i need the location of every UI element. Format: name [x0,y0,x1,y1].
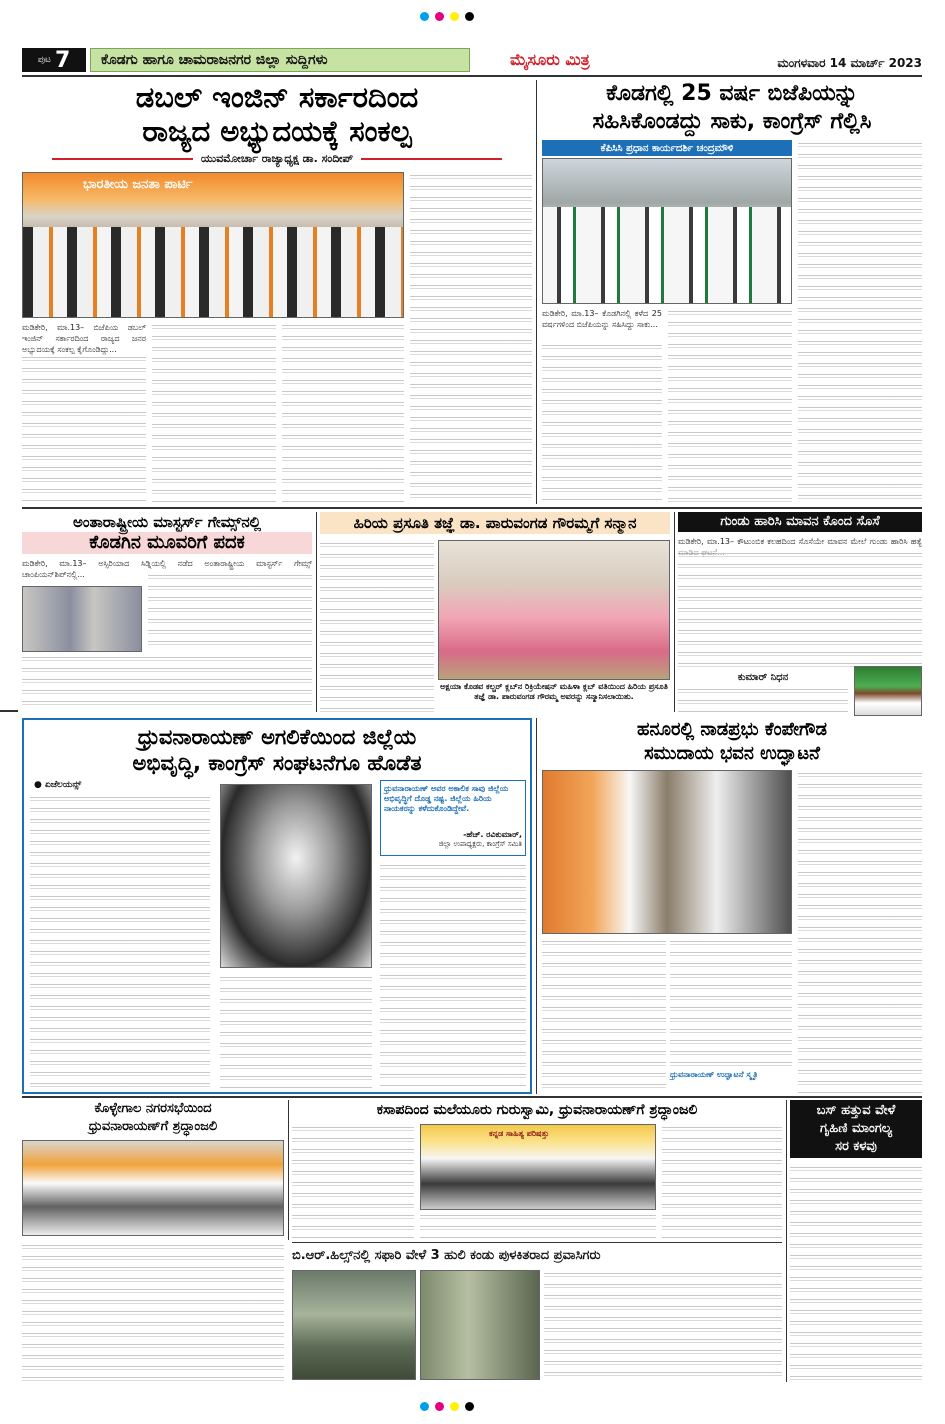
page-number-box [22,48,86,72]
page-number: 7 [54,47,71,73]
issue-date [702,52,922,72]
article-body [544,1270,782,1380]
section-rule [22,1096,922,1098]
pull-quote: ಧ್ರುವನಾರಾಯಣ್ ಅವರ ಅಕಾಲಿಕ ಸಾವು ಜಿಲ್ಲೆಯ ಅಭಿವೃದ್ಧಿಗೆ ದೊಡ್ಡ ನಷ್ಟ. ಜಿಲ್ಲೆಯ ಹಿರಿಯ ನಾಯಕರನ್ನು ಕಳೆದುಕೊಂಡಿದ್ದೇವೆ. [384,784,509,813]
column-2 [420,1212,656,1240]
obituary-portrait [854,666,922,716]
column-2 [670,938,792,1068]
column-3 [282,322,404,502]
bjp-event-photo [22,172,404,318]
article-headline-line2: ಸಹಿಸಿಕೊಂಡದ್ದು ಸಾಕು, ಕಾಂಗ್ರೆಸ್ ಗೆಲ್ಲಿಸಿ [592,109,872,134]
article-subhead-row [52,152,502,166]
article-headline-line2: ಕೊಡಗಿನ ಮೂವರಿಗೆ ಪದಕ [22,532,312,554]
article-tiger-sighting [292,1242,782,1382]
quote-author: -ಹೆಚ್. ರವಿಕುಮಾರ್, [463,830,522,839]
kollegal-article-body [22,1242,284,1382]
obituary-body [678,686,848,712]
magenta-dot [435,1402,444,1411]
article-headline: ಬಿ.ಆರ್.ಹಿಲ್ಸ್‌ನಲ್ಲಿ ಸಫಾರಿ ವೇಳೆ 3 ಹುಲಿ ಕಂಡು ಪುಳಕಿತರಾದ ಪ್ರವಾಸಿಗರು [292,1248,601,1263]
article-headline: ಅಂತಾರಾಷ್ಟ್ರೀಯ ಮಾಸ್ಟರ್ಸ್ ಗೇಮ್ಸ್‌ನಲ್ಲಿ [72,513,262,531]
column-1 [292,1124,414,1240]
column-rule [288,1100,289,1240]
tiger-photo-1 [292,1270,416,1380]
column-1 [542,938,666,1094]
photo-banner-text: ಕನ್ನಡ ಸಾಹಿತ್ಯ ಪರಿಷತ್ತು [489,1129,549,1138]
lead-paragraph: ಮಡಿಕೇರಿ, ಮಾ.13– ಅಸ್ಸಿರಿಯಾದ ಸಿಡ್ನಿಯಲ್ಲಿ ನಡೆದ ಅಂತಾರಾಷ್ಟ್ರೀಯ ಮಾಸ್ಟರ್ಸ್ ಗೇಮ್ಸ್ ಚಾಂಪಿಯನ್‌ಶಿಪ್‌ನಲ್ಲಿ... [22,559,312,579]
column-rule [536,718,537,1094]
article-double-engine [22,80,532,504]
medal-winners-photo [22,586,142,652]
article-hanur-community-hall [542,718,922,1094]
registration-marks-top [420,12,474,21]
obituary-title: ಕುಮಾರ್ ನಿಧನ [737,672,789,683]
black-dot [465,12,474,21]
column-bottom [22,654,312,710]
date-text: ಮಂಗಳವಾರ 14 ಮಾರ್ಚ್ 2023 [777,56,922,70]
column-3 [798,140,922,502]
page-label: ಪುಟ [37,55,51,65]
inauguration-photo [542,770,792,934]
black-dot [465,1402,474,1411]
header-rule [22,75,922,77]
section-banner [90,48,470,72]
pull-quote-box [380,780,526,856]
column-3 [380,862,526,1088]
article-headline: ಕಸಾಪದಿಂದ ಮಲೆಯೂರು ಗುರುಸ್ವಾಮಿ, ಧ್ರುವನಾರಾಯಣ್‌ಗೆ ಶ್ರದ್ಧಾಂಜಲಿ [376,1102,698,1118]
tiger-photo-2 [420,1270,540,1380]
article-headline: ಕೊಡಗಲ್ಲಿ 25 ವರ್ಷ ಬಿಜೆಪಿಯನ್ನು [606,81,858,106]
article-headline: ಧ್ರುವನಾರಾಯಣ್ ಅಗಲಿಕೆಯಿಂದ ಜಿಲ್ಲೆಯ [137,725,417,749]
article-body [790,1164,922,1382]
article-obituary [678,672,922,712]
dhruvanarayan-portrait [220,784,372,968]
cyan-dot [420,1402,429,1411]
column-4 [410,172,532,502]
crowd-figures [23,227,403,317]
article-shooting [678,512,922,672]
yellow-dot [450,1402,459,1411]
article-masters-games [22,512,312,712]
quote-author-role: ಜಿಲ್ಲಾ ಉಪಾಧ್ಯಕ್ಷರು, ಕಾಂಗ್ರೆಸ್ ಸಮಿತಿ [438,840,522,848]
article-byline: ● ಏಜೆಲಯನ್ಸ್ [34,780,82,790]
column-rule [536,80,537,504]
column-2 [220,974,372,1088]
column-1 [320,540,434,712]
article-headline-line3: ಸರ ಕಳವು [835,1139,877,1154]
article-headline: ಕೊಳ್ಳೇಗಾಲ ನಗರಸಭೆಯಿಂದ [94,1101,212,1116]
kasapa-event-photo [420,1124,656,1210]
registration-marks-bottom [420,1402,474,1411]
column-rule [786,1100,787,1382]
article-headline: ಹಿರಿಯ ಪ್ರಸೂತಿ ತಜ್ಞೆ ಡಾ. ಪಾರುವಂಗಡ ಗೌರಮ್ಮಗೆ ಸನ್ಮಾನ [320,512,670,534]
article-lead-text [678,536,922,548]
photo-credit: ಧ್ರುವನಾರಾಯಣ್ ಉದ್ಘಾಟನೆ ಸ್ಮೃತಿ [670,1070,758,1079]
article-dhruvanarayan [22,718,532,1094]
article-felicitation [320,512,670,712]
article-headline: ಬಸ್ ಹತ್ತುವ ವೇಳೆ [816,1103,896,1118]
article-strap: ಕೆಪಿಸಿಸಿ ಪ್ರಧಾನ ಕಾರ್ಯದರ್ಶಿ ಚಂದ್ರಮೌಳಿ [542,140,792,156]
column-2 [148,572,312,652]
photo-caption: ಅಕ್ಷಯಾ ಕೊಡವ ಕಲ್ಚರ್ ಕ್ಲಬ್‌ನ ರಿಕ್ರಿಯೇಷನ್ ಮಹಿಳಾ ಕ್ಲಬ್ ವತಿಯಿಂದ ಹಿರಿಯ ಪ್ರಸೂತಿ ತಜ್ಞೆ ಡಾ. ಪಾರುವಂಗಡ ಗೌರಮ್ಮ ಅವರನ್ನು ಸನ್ಮಾನಿಸಲಾಯಿತು. [440,682,668,701]
column-1 [30,794,210,1088]
section-title: ಕೊಡಗು ಹಾಗೂ ಚಾಮರಾಜನಗರ ಜಿಲ್ಲಾ ಸುದ್ದಿಗಳು [101,52,328,68]
article-headline: ಡಬಲ್ ಇಂಜಿನ್ ಸರ್ಕಾರದಿಂದ [135,80,419,114]
article-chain-theft [790,1100,922,1382]
column-2 [152,322,276,502]
article-body [678,550,922,668]
article-headline-box [790,1100,922,1158]
paper-name: ಮೈಸೂರು ಮಿತ್ರ [510,50,590,69]
masthead-logo [510,48,620,72]
congress-meeting-photo [542,158,792,304]
column-rule [316,512,317,712]
column-3 [662,1124,782,1240]
section-rule [22,507,922,509]
tribute-photo [22,1140,284,1236]
article-headline-line2: ಸಮುದಾಯ ಭವನ ಉದ್ಘಾಟನೆ [644,743,820,764]
article-kasapa-tribute [292,1100,782,1240]
newspaper-page [22,44,922,1384]
column-1 [22,354,146,502]
people-figures [543,207,791,303]
magenta-dot [435,12,444,21]
article-kodagu-congress [542,80,922,504]
article-headline: ಹನೂರಲ್ಲಿ ನಾಡಪ್ರಭು ಕೆಂಪೇಗೌಡ [637,719,827,740]
felicitation-photo [438,540,670,680]
cyan-dot [420,12,429,21]
article-headline-line2: ಧ್ರುವನಾರಾಯಣ್‌ಗೆ ಶ್ರದ್ಧಾಂಜಲಿ [88,1119,218,1134]
article-top-rule [292,1242,782,1243]
lead-paragraph: ಮಡಿಕೇರಿ, ಮಾ.13– ಬಿಜೆಪಿಯ ಡಬಲ್ ಇಂಜಿನ್ ಸರ್ಕಾರದಿಂದ ರಾಜ್ಯದ ಜನರ ಅಭ್ಯುದಯಕ್ಕೆ ಸಂಕಲ್ಪ ಕೈಗೊಂಡಿದ್ದು... [22,323,146,354]
column-2 [668,308,792,502]
subhead-rule-left [52,158,193,160]
lead-paragraph: ಮಡಿಕೇರಿ, ಮಾ.13– ಕೊಡಗಿನಲ್ಲಿ ಕಳೆದ 25 ವರ್ಷಗಳಿಂದ ಬಿಜೆಪಿಯನ್ನು ಸಹಿಸಿದ್ದು ಸಾಕು... [542,309,662,329]
subhead-rule-right [361,158,502,160]
article-lead-text [22,558,312,579]
yellow-dot [450,12,459,21]
article-headline: ಗುಂಡು ಹಾರಿಸಿ ಮಾವನ ಕೊಂದ ಸೊಸೆ [678,512,922,532]
article-headline-line2: ಅಭಿವೃದ್ಧಿ, ಕಾಂಗ್ರೆಸ್ ಸಂಘಟನೆಗೂ ಹೊಡೆತ [132,751,422,775]
column-1 [542,342,662,502]
photo-banner-text: ಭಾರತೀಯ ಜನತಾ ಪಾರ್ಟಿ [83,177,193,192]
article-headline-line2: ರಾಜ್ಯದ ಅಭ್ಯುದಯಕ್ಕೆ ಸಂಕಲ್ಪ [142,114,412,148]
article-headline-line2: ಗೃಹಿಣಿ ಮಾಂಗಲ್ಯ [819,1121,892,1136]
column-3 [798,770,922,1094]
trim-mark [0,710,18,712]
article-subhead: ಯುವಮೋರ್ಚಾ ರಾಜ್ಯಾಧ್ಯಕ್ಷ ಡಾ. ಸಂದೀಪ್ [200,152,354,165]
lead-paragraph: ಮಡಿಕೇರಿ, ಮಾ.13– ಕೌಟುಂಬಿಕ ಕಲಹದಿಂದ ಸೊಸೆಯೇ ಮಾವನ ಮೇಲೆ ಗುಂಡು ಹಾರಿಸಿ ಹತ್ಯೆ [678,537,922,546]
column-rule [674,512,675,712]
